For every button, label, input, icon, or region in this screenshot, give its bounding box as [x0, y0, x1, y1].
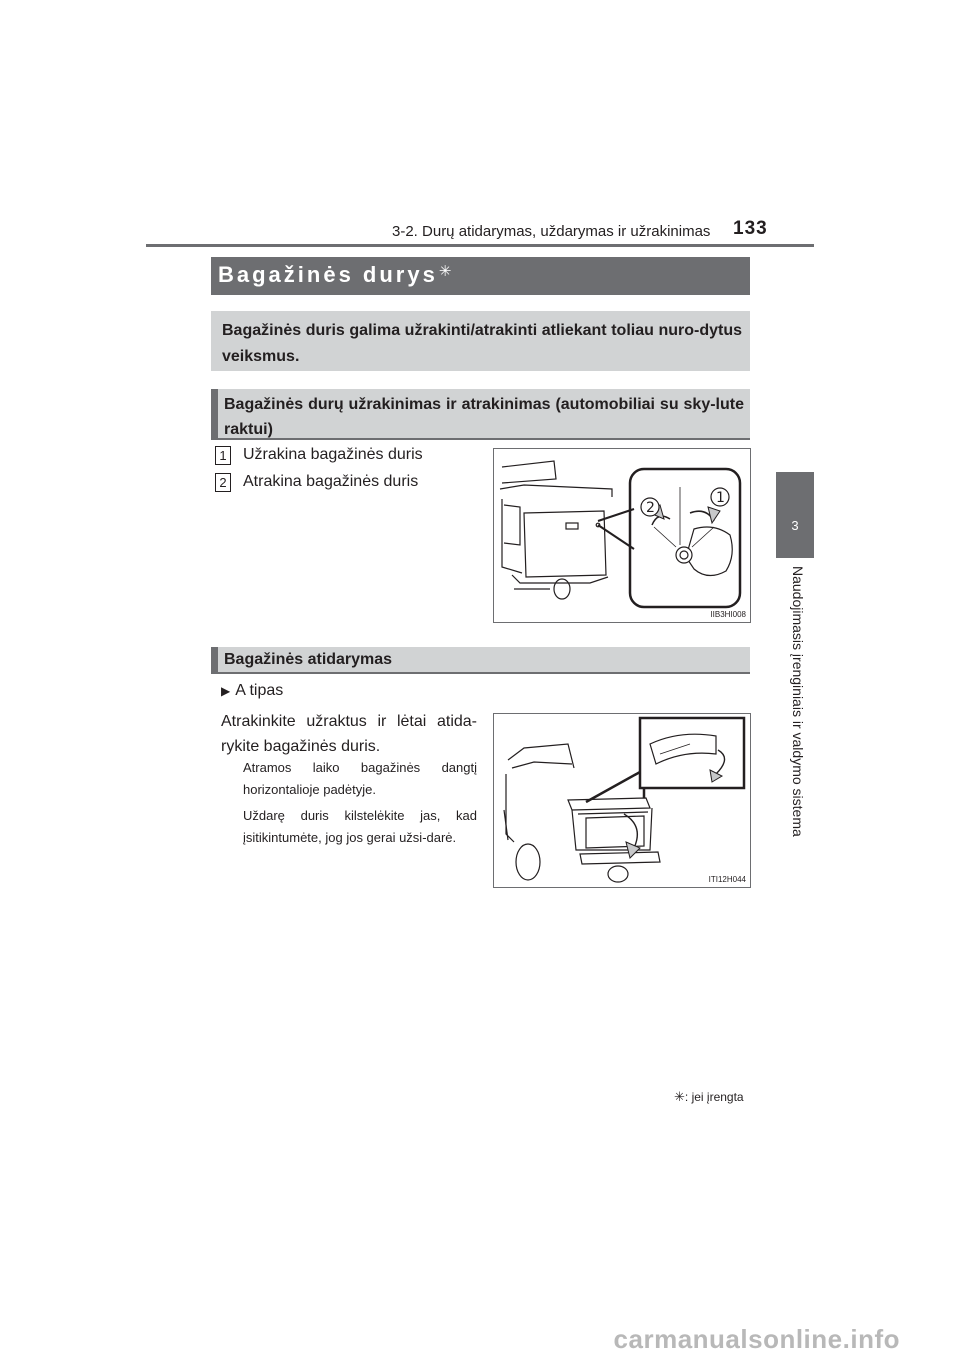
- type-label: [221, 682, 283, 700]
- section-heading-open: Bagažinės atidarymas: [224, 651, 393, 668]
- body-text: Atrakinkite užraktus ir lėtai atida-rykite bagažinės duris.: [221, 713, 477, 755]
- footnote-text: : jei įrengta: [684, 1090, 744, 1104]
- figure-label-2: 2: [646, 500, 655, 516]
- header-divider: [146, 244, 814, 247]
- figure-tailgate-open: [493, 713, 751, 888]
- running-header-section: 3-2. Durų atidarymas, uždarymas ir užrakinimas: [392, 223, 711, 240]
- asterisk-icon: ✳: [674, 1089, 685, 1104]
- step-text: Užrakina bagažinės duris: [243, 446, 423, 463]
- watermark: carmanualsonline.info: [613, 1324, 900, 1354]
- figure-code: IIB3HI008: [710, 610, 746, 619]
- asterisk-icon: ✳: [438, 263, 452, 280]
- page-title-text: Bagažinės durys: [218, 262, 438, 287]
- footnote: [674, 1089, 744, 1105]
- tailgate-open-illustration: [494, 714, 750, 887]
- chapter-tab: [776, 472, 814, 558]
- step-number-badge: 1: [215, 446, 231, 465]
- figure-tailgate-lock: [493, 448, 751, 623]
- chapter-number: 3: [791, 518, 799, 533]
- note-text: Atramos laiko bagažinės dangtį horizontalioje padėtyje.: [243, 760, 477, 797]
- figure-label-1: 1: [716, 490, 725, 506]
- step-text: Atrakina bagažinės duris: [243, 473, 419, 490]
- section-heading-accent: [211, 647, 218, 673]
- triangle-right-icon: ▶: [221, 684, 231, 698]
- page-number: 133: [733, 218, 768, 239]
- figure-code: ITI12H044: [708, 875, 746, 884]
- section-heading-lock: Bagažinės durų užrakinimas ir atrakinimas (automobiliai su sky-lute raktui): [224, 396, 744, 438]
- type-label-text: A tipas: [235, 682, 284, 699]
- chapter-title: Naudojimasis įrenginiais ir valdymo sistema: [790, 566, 806, 837]
- section-heading-accent: [211, 389, 218, 439]
- page-title: [218, 262, 451, 288]
- note-text: Uždarę duris kilstelėkite jas, kad įsitikintumėte, jog jos gerai užsi-darė.: [243, 808, 477, 845]
- step-number-badge: 2: [215, 473, 231, 492]
- intro-text: Bagažinės duris galima užrakinti/atrakinti atliekant toliau nuro-dytus veiksmus.: [222, 322, 742, 365]
- tailgate-lock-illustration: [494, 449, 750, 622]
- section-heading-rule: [211, 672, 750, 674]
